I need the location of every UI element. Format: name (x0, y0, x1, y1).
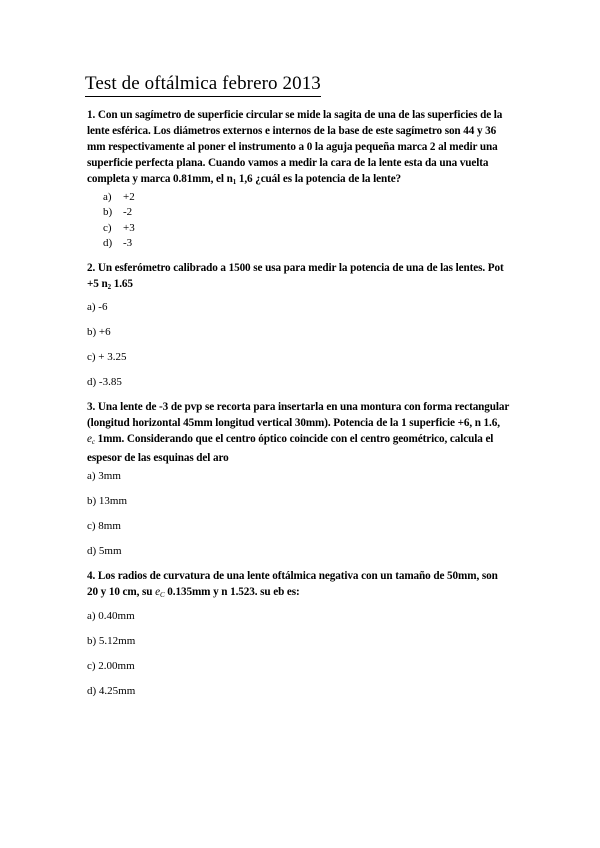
question-2-line-1: 2. Un esferómetro calibrado a 1500 se usa para medir la potencia de una de las lentes. Pot (87, 262, 504, 274)
question-1-line-5 (87, 171, 523, 190)
question-4 (87, 568, 523, 603)
question-4-line-2-text-a: 20 y 10 cm, su (87, 586, 156, 598)
question-3-option-d[interactable]: d) 5mm (87, 545, 122, 557)
question-1-line-5-text-b: 1,6 ¿cuál es la potencia de la lente? (236, 173, 402, 185)
option-value: +2 (123, 191, 135, 203)
question-3-line-1: 3. Una lente de -3 de pvp se recorta para insertarla en una montura con forma rectangular (87, 401, 510, 413)
question-1-option-b[interactable] (103, 205, 135, 220)
question-1-line-4: superficie perfecta plana. Cuando vamos a medir la cara de la lente esta da una vuelta (87, 157, 489, 169)
question-3-symbol-subscript: c (91, 438, 95, 446)
question-2-line-2-text-a: +5 n (87, 278, 108, 290)
question-4-symbol-subscript: C (160, 591, 165, 599)
question-3-line-4: espesor de las esquinas del aro (87, 452, 229, 464)
question-4-option-a[interactable]: a) 0.40mm (87, 610, 135, 622)
question-4-line-2 (87, 584, 523, 603)
question-3-line-3-text: 1mm. Considerando que el centro óptico coincide con el centro geométrico, calcula el (94, 433, 494, 445)
question-4-line-1: 4. Los radios de curvatura de una lente oftálmica negativa con un tamaño de 50mm, son (87, 570, 498, 582)
question-3 (87, 399, 523, 466)
question-2-line-2-subscript: 2 (107, 283, 111, 291)
option-letter: d) (103, 236, 113, 249)
question-2-option-d[interactable]: d) -3.85 (87, 376, 122, 388)
question-2-line-2 (87, 276, 523, 295)
question-3-option-b[interactable]: b) 13mm (87, 495, 128, 507)
question-4-option-c[interactable]: c) 2.00mm (87, 660, 135, 672)
question-1-line-1: 1. Con un sagímetro de superficie circular se mide la sagita de una de las superficies de la (87, 109, 503, 121)
option-letter: a) (103, 191, 112, 203)
question-1 (87, 107, 523, 190)
question-1-options (103, 190, 135, 251)
question-1-line-2: lente esférica. Los diámetros externos e internos de la base de este sagímetro son 44 y 36 (87, 125, 497, 137)
option-value: -3 (123, 236, 133, 249)
question-2-option-a[interactable]: a) -6 (87, 301, 108, 313)
option-value: -2 (123, 206, 133, 219)
option-value: +3 (123, 221, 135, 234)
question-4-option-d[interactable]: d) 4.25mm (87, 685, 136, 697)
question-3-option-c[interactable]: c) 8mm (87, 520, 121, 532)
question-1-option-a[interactable] (103, 190, 135, 205)
option-letter: c) (103, 221, 112, 234)
question-3-line-3 (87, 431, 523, 450)
question-3-option-a[interactable]: a) 3mm (87, 470, 121, 482)
question-1-line-5-text-a: completa y marca 0.81mm, el n (87, 173, 233, 185)
option-letter: b) (103, 206, 113, 219)
question-1-option-c[interactable] (103, 221, 135, 236)
question-3-line-2: (longitud horizontal 45mm longitud vertical 30mm). Potencia de la 1 superficie +6, n 1.6, (87, 417, 500, 429)
question-4-line-2-text-b: 0.135mm y n 1.523. su eb es: (164, 586, 300, 598)
question-2 (87, 260, 523, 295)
question-4-symbol-e: e (155, 586, 160, 598)
question-2-line-2-text-b: 1.65 (111, 278, 133, 290)
question-1-option-d[interactable] (103, 236, 135, 251)
page-title: Test de oftálmica febrero 2013 (85, 73, 321, 97)
question-2-option-b[interactable]: b) +6 (87, 326, 111, 338)
question-1-line-5-subscript: 1 (232, 178, 237, 186)
question-2-option-c[interactable]: c) + 3.25 (87, 351, 127, 363)
question-4-option-b[interactable]: b) 5.12mm (87, 635, 136, 647)
question-3-symbol-e: e (87, 433, 92, 445)
question-1-line-3: mm respectivamente al poner el instrumento a 0 la aguja pequeña marca 2 al medir una (87, 141, 498, 153)
